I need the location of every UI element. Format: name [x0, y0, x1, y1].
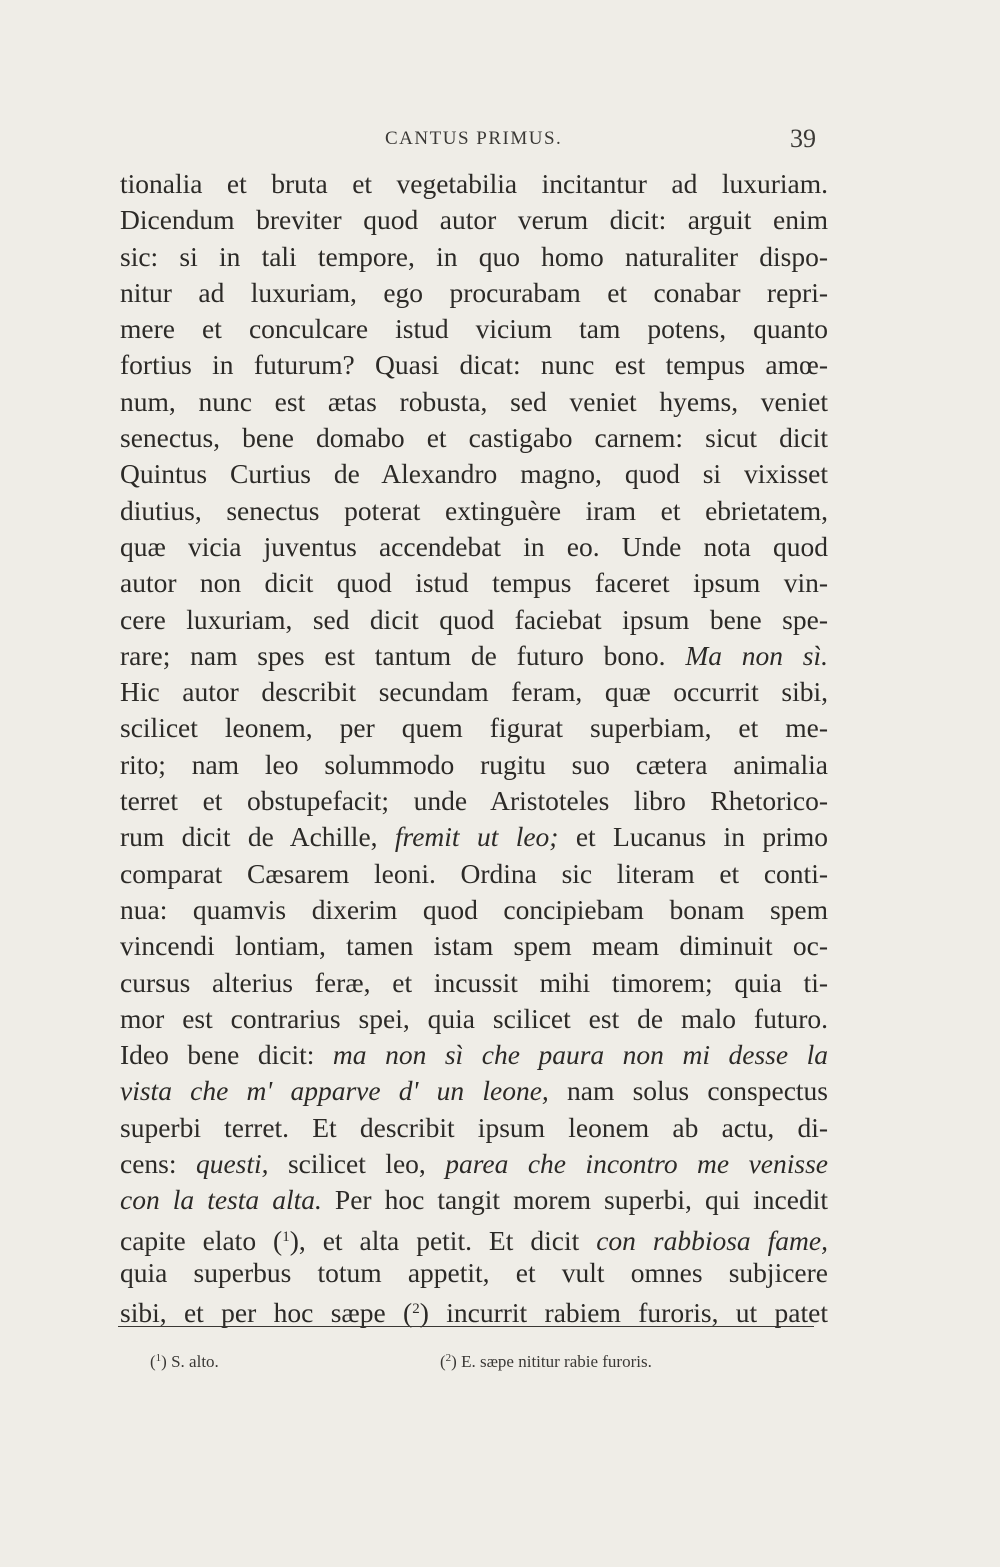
text-line — [120, 275, 828, 311]
text-segment: capite elato ( — [120, 1224, 283, 1256]
text-line — [120, 166, 828, 202]
text-segment: ), et alta petit. Et dicit — [289, 1224, 597, 1256]
text-segment: mor est contrarius spei, quia scilicet est de malo futuro. — [120, 1002, 828, 1034]
text-segment: superbi terret. Et describit ipsum leonem ab actu, di- — [120, 1111, 828, 1143]
text-segment: Quintus Curtius de Alexandro magno, quod si vixisset — [120, 458, 828, 490]
italic-quotation: vista che m' apparve d' un leone, — [120, 1075, 549, 1107]
text-line — [120, 1146, 828, 1182]
text-line — [120, 965, 828, 1001]
text-segment: cere luxuriam, sed dicit quod faciebat ipsum bene spe- — [120, 603, 828, 635]
text-segment: nitur ad luxuriam, ego procurabam et conabar repri- — [120, 276, 828, 308]
footnote-reference: 1 — [282, 1228, 290, 1245]
text-segment: quæ vicia juventus accendebat in eo. Unde nota quod — [120, 530, 828, 562]
text-segment: fortius in futurum? Quasi dicat: nunc est tempus amœ- — [120, 349, 828, 381]
text-line — [120, 892, 828, 928]
text-segment: diutius, senectus poterat extinguère iram et ebrietatem, — [120, 494, 828, 526]
text-line — [120, 674, 828, 710]
text-line — [120, 1037, 828, 1073]
footnote-1: ($^1$) S. alto. — [150, 1352, 219, 1371]
text-segment: Hic autor describit secundam feram, quæ occurrit sibi, — [120, 676, 828, 708]
text-line — [120, 311, 828, 347]
text-segment: scilicet leonem, per quem figurat superbiam, et me- — [120, 712, 828, 744]
text-line — [120, 710, 828, 746]
italic-quotation: parea che incontro me venisse — [445, 1148, 828, 1180]
text-segment: nua: quamvis dixerim quod concipiebam bonam spem — [120, 893, 828, 925]
body-text — [120, 166, 828, 1328]
footnote-rule — [118, 1326, 814, 1327]
text-line — [120, 1291, 828, 1327]
text-line — [120, 239, 828, 275]
text-segment: quia superbus totum appetit, et vult omnes subjicere — [120, 1256, 828, 1288]
italic-quotation: con la testa alta. — [120, 1184, 322, 1216]
footnote-mark: 1 — [155, 1352, 162, 1364]
text-line — [120, 783, 828, 819]
footnote-text: E. sæpe nititur rabie furoris. — [461, 1352, 652, 1371]
text-line — [120, 819, 828, 855]
text-line — [120, 529, 828, 565]
text-line — [120, 602, 828, 638]
text-segment: Ideo bene dicit: — [120, 1039, 333, 1071]
text-line — [120, 202, 828, 238]
text-segment: num, nunc est ætas robusta, sed veniet hyems, veniet — [120, 385, 828, 417]
italic-quotation: con rabbiosa fame, — [596, 1224, 828, 1256]
text-segment: ) incurrit rabiem furoris, ut patet — [419, 1297, 828, 1329]
footnote-2: ($^2$) E. sæpe nititur rabie furoris. — [440, 1352, 652, 1371]
text-segment: cursus alterius feræ, et incussit mihi timorem; quia ti- — [120, 966, 828, 998]
text-segment: terret et obstupefacit; unde Aristoteles libro Rhetorico- — [120, 785, 828, 817]
footnote-mark: 2 — [445, 1352, 452, 1364]
running-title: CANTUS PRIMUS. — [385, 128, 563, 149]
text-line — [120, 347, 828, 383]
text-segment: rare; nam spes est tantum de futuro bono. — [120, 639, 686, 671]
text-line — [120, 1073, 828, 1109]
footnote-reference: 2 — [412, 1301, 420, 1318]
text-segment: sic: si in tali tempore, in quo homo naturaliter dispo- — [120, 240, 828, 272]
text-segment: tionalia et bruta et vegetabilia incitantur ad luxuriam. — [120, 168, 828, 199]
text-segment: Per hoc tangit morem superbi, qui incedit — [321, 1184, 828, 1216]
text-segment: rum dicit de Achille, — [120, 821, 395, 853]
text-segment: comparat Cæsarem leoni. Ordina sic literam et conti- — [120, 857, 828, 889]
text-line — [120, 1001, 828, 1037]
italic-quotation: fremit ut leo; — [394, 821, 559, 853]
text-line — [120, 1255, 828, 1291]
text-line — [120, 928, 828, 964]
text-line — [120, 747, 828, 783]
text-line — [120, 1219, 828, 1255]
italic-quotation: Ma non sì. — [685, 639, 829, 671]
text-line — [120, 384, 828, 420]
text-segment: et Lucanus in primo — [558, 821, 829, 853]
italic-quotation: ma non sì che paura non mi desse la — [332, 1039, 828, 1071]
text-segment: scilicet leo, — [268, 1148, 446, 1180]
text-line — [120, 420, 828, 456]
text-line — [120, 1182, 828, 1218]
text-line — [120, 565, 828, 601]
text-segment: rito; nam leo solummodo rugitu suo cætera animalia — [120, 748, 828, 780]
text-line — [120, 638, 828, 674]
italic-quotation: questi, — [195, 1148, 269, 1180]
text-segment: nam solus conspectus — [548, 1075, 828, 1107]
footnote-text: S. alto. — [171, 1352, 219, 1371]
text-line — [120, 493, 828, 529]
text-segment: Dicendum breviter quod autor verum dicit: arguit enim — [120, 204, 828, 236]
text-segment: autor non dicit quod istud tempus faceret ipsum vin- — [120, 567, 828, 599]
text-segment: vincendi lontiam, tamen istam spem meam diminuit oc- — [120, 930, 828, 962]
text-line — [120, 1110, 828, 1146]
text-line — [120, 456, 828, 492]
text-segment: sibi, et per hoc sæpe ( — [120, 1297, 413, 1329]
text-segment: mere et conculcare istud vicium tam potens, quanto — [120, 313, 828, 345]
text-line — [120, 856, 828, 892]
text-segment: cens: — [120, 1148, 196, 1180]
page-number: 39 — [790, 124, 816, 153]
text-segment: senectus, bene domabo et castigabo carnem: sicut dicit — [120, 422, 828, 454]
